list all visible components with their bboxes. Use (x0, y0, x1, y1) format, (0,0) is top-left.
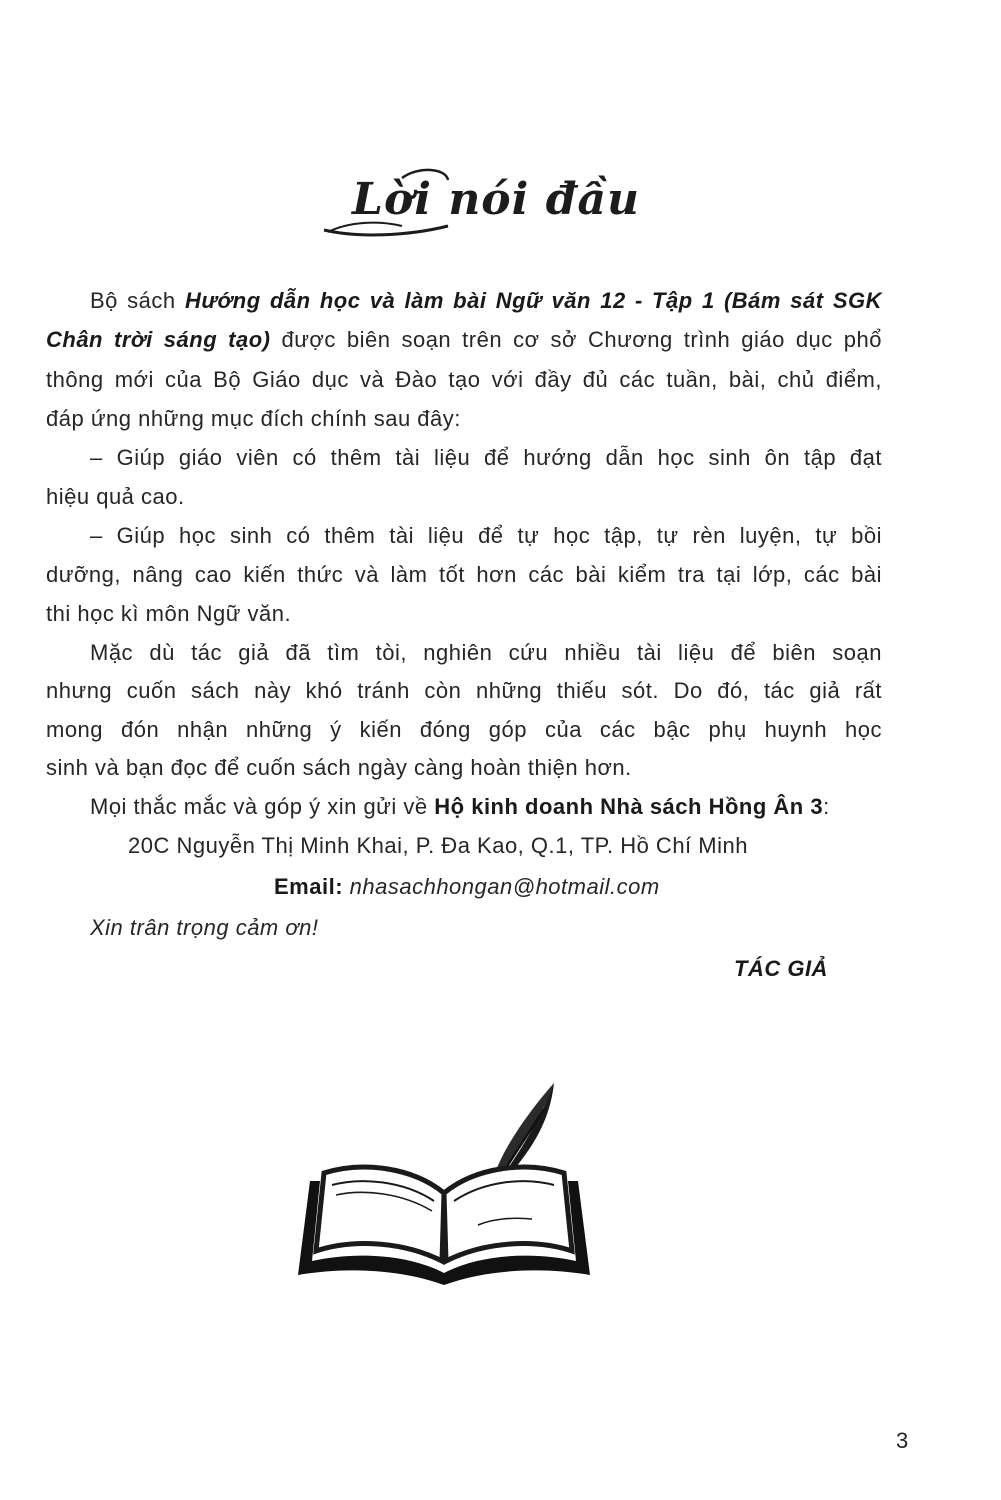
contact-address: 20C Nguyễn Thị Minh Khai, P. Đa Kao, Q.1, TP. Hồ Chí Minh (128, 833, 748, 858)
publisher-name: Hộ kinh doanh Nhà sách Hồng Ân 3 (434, 794, 824, 819)
thanks-line: Xin trân trọng cảm ơn! (90, 915, 319, 940)
apology-line-1: Mặc dù tác giả đã tìm tòi, nghiên cứu nhiều tài liệu để biên soạn (90, 640, 882, 665)
book-title-part-2: Chân trời sáng tạo) (46, 327, 271, 352)
contact-email-line (274, 872, 874, 901)
intro-line-1: Bộ sách Hướng dẫn học và làm bài Ngữ văn 12 - Tập 1 (Bám sát SGK (90, 288, 882, 313)
apology-line-4: sinh và bạn đọc để cuốn sách ngày càng hoàn thiện hơn. (46, 755, 632, 780)
email-address: nhasachhongan@hotmail.com (343, 874, 660, 899)
book-title-part-1: Hướng dẫn học và làm bài Ngữ văn 12 - Tập 1 (Bám sát SGK (184, 288, 882, 313)
bullet-1-line-2: hiệu quả cao. (46, 484, 185, 509)
bullet-1-line-1: – Giúp giáo viên có thêm tài liệu để hướng dẫn học sinh ôn tập đạt (90, 445, 882, 470)
contact-line: Mọi thắc mắc và góp ý xin gửi về Hộ kinh doanh Nhà sách Hồng Ân 3: (90, 794, 830, 819)
page-number: 3 (896, 1428, 909, 1453)
bullet-2-line-2: dưỡng, nâng cao kiến thức và làm tốt hơn các bài kiểm tra tại lớp, các bài (46, 562, 882, 587)
bullet-2-line-3: thi học kì môn Ngữ văn. (46, 601, 292, 626)
apology-line-2: nhưng cuốn sách này khó tránh còn những thiếu sót. Do đó, tác giả rất (46, 678, 882, 703)
page-title (318, 160, 640, 240)
apology-line-3: mong đón nhận những ý kiến đóng góp của các bậc phụ huynh học (46, 717, 882, 742)
intro-line-2: Chân trời sáng tạo) được biên soạn trên cơ sở Chương trình giáo dục phổ (46, 327, 883, 352)
email-label: Email: (274, 874, 344, 899)
title-text: Lời nói đầu (352, 174, 640, 225)
bullet-2-line-1: – Giúp học sinh có thêm tài liệu để tự học tập, tự rèn luyện, tự bồi (90, 523, 882, 548)
intro-line-4: đáp ứng những mục đích chính sau đây: (46, 406, 461, 431)
open-book-quill-icon (292, 1075, 592, 1287)
intro-line-3: thông mới của Bộ Giáo dục và Đào tạo với đầy đủ các tuần, bài, chủ điểm, (46, 367, 882, 392)
author-signature: TÁC GIẢ (734, 956, 828, 981)
